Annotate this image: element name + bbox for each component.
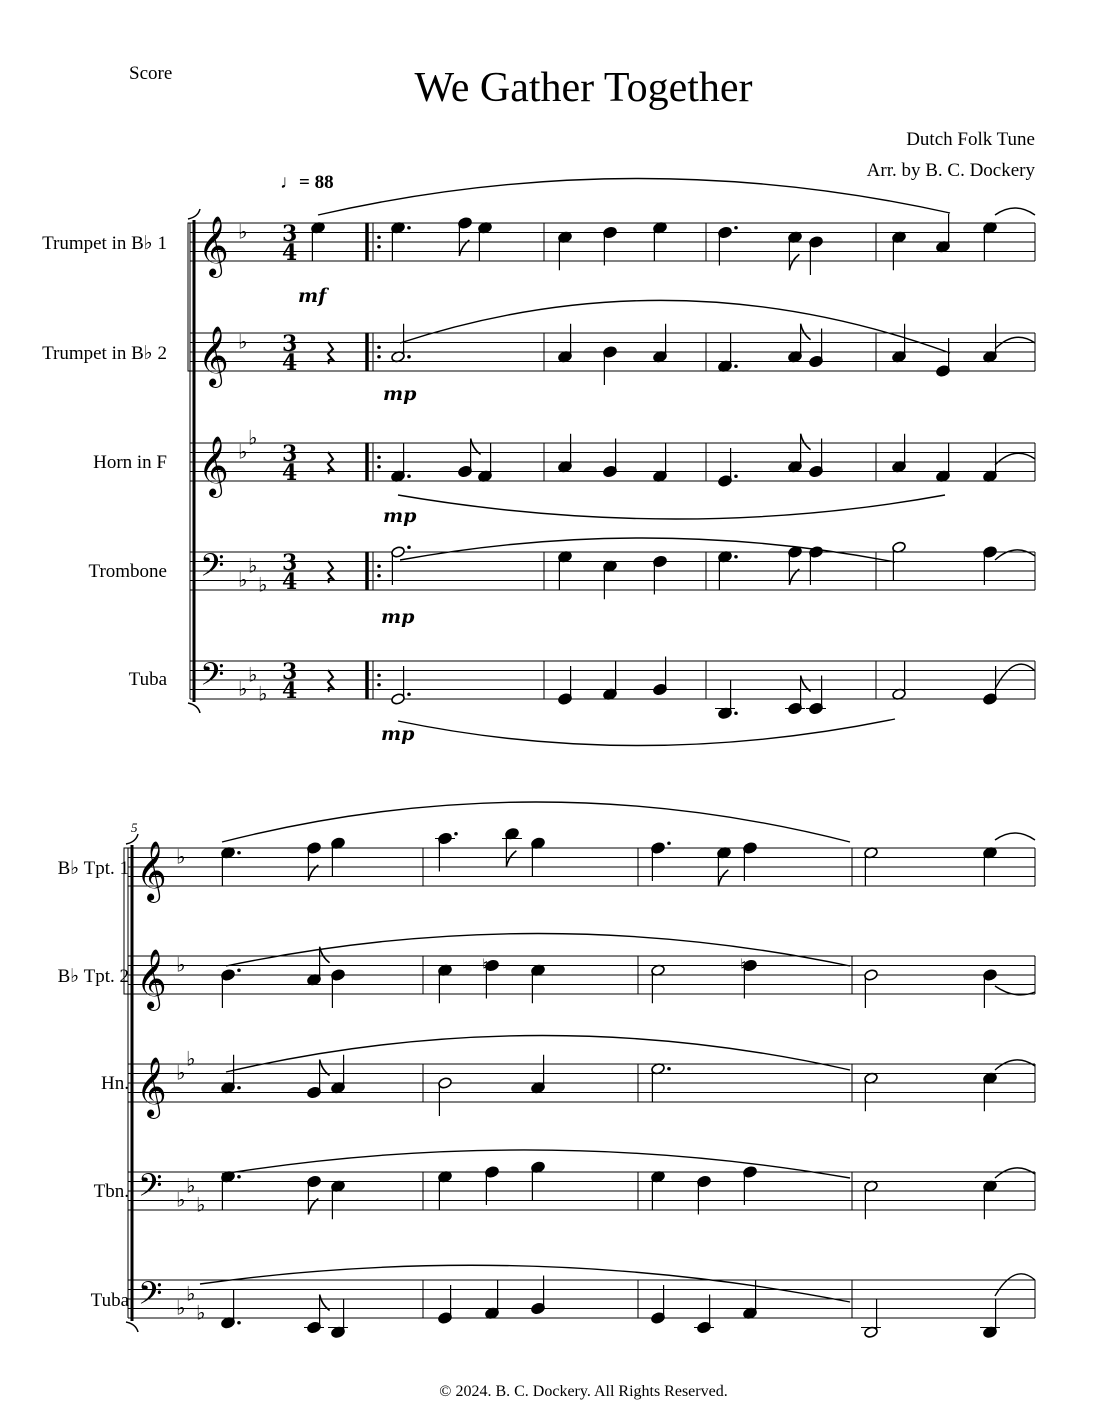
instrument-label-trumpet-1-short: B♭ Tpt. 1 [57,858,129,879]
instrument-label-trumpet-2-short: B♭ Tpt. 2 [57,966,129,987]
augmentation-dot [454,832,458,836]
slur [200,1265,850,1302]
treble-clef-icon: 𝄞 [136,949,167,1009]
slur [995,664,1035,689]
bass-clef-icon: 𝄢 [138,1275,163,1319]
repeat-dot [377,235,381,239]
flat-icon: ♭ [248,662,258,687]
flat-icon: ♭ [186,1173,196,1198]
flat-icon: ♭ [258,681,268,706]
slur [995,1168,1035,1178]
repeat-dot [377,345,381,349]
flat-icon: ♭ [258,572,268,597]
slur [398,495,945,519]
flat-icon: ♭ [176,844,186,869]
trumpet-bracket [124,848,128,994]
repeat-dot [377,574,381,578]
flat-icon: ♭ [186,1046,196,1071]
flat-icon: ♭ [238,676,248,701]
repeat-dot [377,355,381,359]
composer-credit: Dutch Folk Tune [906,129,1035,150]
time-signature-top: 3 [282,441,298,467]
treble-clef-icon: 𝄞 [136,841,167,901]
time-signature-top: 3 [282,331,298,357]
dynamic-marking: mp [381,606,415,628]
repeat-dot [377,683,381,687]
slur [400,300,950,353]
tempo-value: = 88 [299,172,334,193]
slur [400,538,895,562]
augmentation-dot [667,841,671,845]
bass-clef-icon: 𝄢 [200,656,225,700]
flat-icon: ♭ [196,1300,206,1325]
augmentation-dot [237,1175,241,1179]
slur [318,178,950,215]
augmentation-dot [734,555,738,559]
time-signature-bottom: 4 [282,350,298,376]
note-flag [718,870,728,886]
repeat-dot [377,564,381,568]
augmentation-dot [407,474,411,478]
time-signature-bottom: 4 [282,569,298,595]
flat-icon: ♭ [238,219,248,244]
score-label: Score [129,63,173,84]
note-flag [801,324,811,340]
augmentation-dot [237,1321,241,1325]
flat-icon: ♭ [186,1281,196,1306]
quarter-rest [328,670,333,692]
instrument-label-trombone-short: Tbn. [93,1181,129,1202]
augmentation-dot [407,692,411,696]
arranger-credit: Arr. by B. C. Dockery [866,160,1035,181]
natural-icon: ♮ [482,955,489,977]
augmentation-dot [667,1067,671,1071]
flat-icon: ♭ [176,1187,186,1212]
dynamic-marking: mp [381,723,415,745]
instrument-label-horn-short: Hn. [101,1073,129,1094]
treble-clef-icon: 𝄞 [198,326,229,386]
score-title: We Gather Together [414,65,753,111]
augmentation-dot [734,474,738,478]
flat-icon: ♭ [176,1060,186,1085]
natural-icon: ♮ [740,955,747,977]
instrument-label-tuba: Tuba [128,669,167,690]
time-signature-top: 3 [282,659,298,685]
repeat-dot [377,673,381,677]
quarter-note-icon: ♩ [280,172,299,193]
copyright-notice: © 2024. B. C. Dockery. All Rights Reserved. [439,1383,728,1400]
time-signature-top: 3 [282,221,298,247]
time-signature-top: 3 [282,550,298,576]
augmentation-dot [237,851,241,855]
note-flag [801,434,811,450]
augmentation-dot [237,1086,241,1090]
slur [995,337,1035,349]
slur [995,208,1035,215]
flat-icon: ♭ [176,1295,186,1320]
note-flag [789,254,799,270]
instrument-label-trombone: Trombone [88,561,167,582]
quarter-rest [328,452,333,474]
instrument-label-tuba-short: Tuba [90,1290,129,1311]
flat-icon: ♭ [238,329,248,354]
flat-icon: ♭ [248,553,258,578]
flat-icon: ♭ [176,952,186,977]
slur [995,550,1035,560]
quarter-rest [328,561,333,583]
augmentation-dot [407,226,411,230]
time-signature-bottom: 4 [282,460,298,486]
instrument-label-trumpet-1: Trumpet in B♭ 1 [42,233,167,254]
dynamic-marking: mp [383,505,417,527]
time-signature-bottom: 4 [282,240,298,266]
measure-number: 5 [131,820,138,835]
treble-clef-icon: 𝄞 [136,1057,167,1117]
augmentation-dot [407,545,411,549]
repeat-dot [377,455,381,459]
slur [995,453,1035,465]
augmentation-dot [734,711,738,715]
flat-icon: ♭ [248,425,258,450]
slur [995,833,1035,840]
time-signature-bottom: 4 [282,678,298,704]
quarter-rest [328,342,333,364]
note-flag [506,851,516,867]
augmentation-dot [734,226,738,230]
instrument-label-horn: Horn in F [93,452,167,473]
dynamic-marking: mf [298,285,327,307]
slur [995,1060,1035,1070]
treble-clef-icon: 𝄞 [198,216,229,276]
bass-clef-icon: 𝄢 [200,547,225,591]
flat-icon: ♭ [238,439,248,464]
slur [222,802,850,842]
augmentation-dot [407,355,411,359]
augmentation-dot [734,364,738,368]
repeat-dot [377,245,381,249]
treble-clef-icon: 𝄞 [198,436,229,496]
flat-icon: ♭ [238,567,248,592]
slur [398,719,895,746]
flat-icon: ♭ [196,1192,206,1217]
augmentation-dot [237,968,241,972]
repeat-dot [377,465,381,469]
dynamic-marking: mp [383,383,417,405]
bass-clef-icon: 𝄢 [138,1167,163,1211]
instrument-label-trumpet-2: Trumpet in B♭ 2 [42,343,167,364]
slur [995,1274,1035,1296]
